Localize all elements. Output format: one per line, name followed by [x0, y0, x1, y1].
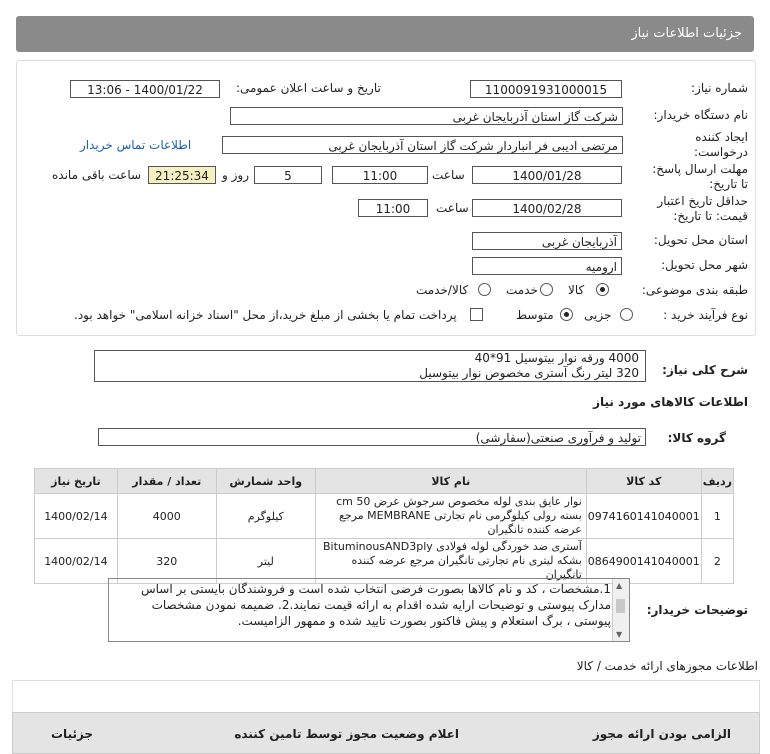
validity-label-2: قیمت: تا تاریخ: — [673, 209, 748, 223]
scroll-thumb[interactable] — [616, 599, 625, 613]
licenses-table-header — [12, 712, 760, 754]
cell-unit: کیلوگرم — [216, 494, 315, 539]
category-goods-radio[interactable] — [596, 283, 609, 296]
cell-date: 1400/02/14 — [35, 494, 118, 539]
summary-label: شرح کلی نیاز: — [662, 363, 748, 377]
contact-buyer-link[interactable]: اطلاعات تماس خریدار — [80, 138, 192, 152]
table-row — [35, 539, 734, 584]
cell-qty: 4000 — [117, 494, 216, 539]
validity-label-1: حداقل تاریخ اعتبار — [657, 194, 748, 208]
creator-label-1: ایجاد کننده — [695, 130, 748, 144]
treasury-payment-note: پرداخت تمام یا بخشی از مبلغ خرید،از محل "اسناد خزانه اسلامی" خواهد بود. — [74, 308, 457, 322]
validity-time-label: ساعت — [436, 201, 469, 215]
summary-line-2: 320 لیتر رنگ آستری مخصوص نوار بیتوسیل — [419, 366, 639, 380]
cell-code: 0864900141040001 — [586, 539, 701, 584]
cell-name: آستری ضد خوردگی لوله فولادی BituminousAND3ply بشکه لیتری نام تجارتی تانگیران مرجع عرضه کننده تانگیران — [315, 539, 586, 584]
category-both-radio[interactable] — [478, 283, 491, 296]
process-label: نوع فرآیند خرید : — [663, 308, 748, 322]
validity-date-field: 1400/02/28 — [472, 199, 622, 217]
category-both-text: کالا/خدمت — [416, 283, 469, 297]
city-label: شهر محل تحویل: — [661, 258, 748, 272]
deadline-label-1: مهلت ارسال پاسخ: — [652, 162, 748, 176]
cell-name: نوار عایق بندی لوله مخصوص سرجوش عرض cm 50 بسته رولی کیلوگرمی نام تجارتی MEMBRANE مرجع عرضه کننده تانگیران — [315, 494, 586, 539]
col-unit: واحد شمارش — [216, 469, 315, 494]
goods-table — [34, 468, 734, 584]
deadline-time-label: ساعت — [432, 168, 465, 182]
col-code: کد کالا — [586, 469, 701, 494]
page-title: جزئیات اطلاعات نیاز — [631, 26, 742, 41]
cell-row: 2 — [701, 539, 733, 584]
goods-section-title: اطلاعات کالاهای مورد نیاز — [593, 395, 748, 409]
process-partial-radio[interactable] — [620, 308, 633, 321]
summary-box — [94, 350, 646, 382]
city-field: ارومیه — [472, 257, 622, 275]
col-row: ردیف — [701, 469, 733, 494]
cell-row: 1 — [701, 494, 733, 539]
validity-time-field: 11:00 — [358, 199, 428, 217]
license-status-col: اعلام وضعیت مجوز توسط تامین کننده — [234, 727, 459, 741]
deadline-date-field: 1400/01/28 — [472, 166, 622, 184]
process-medium-radio[interactable] — [560, 308, 573, 321]
province-label: استان محل تحویل: — [653, 233, 748, 247]
cell-qty: 320 — [117, 539, 216, 584]
need-number-label: شماره نیاز: — [691, 81, 748, 95]
announce-label: تاریخ و ساعت اعلان عمومی: — [236, 81, 381, 95]
cell-code: 0974160141040001 — [586, 494, 701, 539]
page-header — [16, 16, 754, 52]
deadline-time-field: 11:00 — [332, 166, 428, 184]
summary-line-1: 4000 ورقه نوار بیتوسیل 91*40 — [474, 351, 639, 365]
scroll-down-icon[interactable]: ▼ — [616, 630, 623, 639]
col-name: نام کالا — [315, 469, 586, 494]
days-label: روز و — [222, 168, 249, 182]
goods-table-header — [35, 469, 734, 494]
col-qty: تعداد / مقدار — [117, 469, 216, 494]
cell-date: 1400/02/14 — [35, 539, 118, 584]
need-number-field: 1100091931000015 — [470, 80, 622, 98]
buyer-notes-label: توضیحات خریدار: — [646, 603, 748, 617]
deadline-label-2: تا تاریخ: — [709, 177, 748, 191]
days-field: 5 — [254, 166, 322, 184]
announce-field: 1400/01/22 - 13:06 — [70, 80, 220, 98]
goods-group-label: گروه کالا: — [667, 431, 726, 445]
treasury-payment-checkbox[interactable] — [470, 308, 483, 321]
buyer-notes-textarea[interactable]: 1.مشخصات ، کد و نام کالاها بصورت فرضی انتخاب شده است و فروشندگان بایستی بر اساس مدارک پیوستی و توضیحات ارایه شده اقدام به ارائه قیمت نمایند.2. ضمیمه نمودن مشخصات پیوستی ، برگ استعلام و پیش فاکتور بصورت تایید شده و ممهور الزامیست. — [108, 578, 630, 642]
notes-scrollbar[interactable] — [612, 579, 629, 641]
license-details-col: جزئیات — [51, 727, 94, 741]
cell-unit: لیتر — [216, 539, 315, 584]
scroll-up-icon[interactable]: ▲ — [616, 581, 623, 590]
remaining-time-field: 21:25:34 — [148, 166, 216, 184]
province-field: آذربایجان غربی — [472, 232, 622, 250]
remaining-label: ساعت باقی مانده — [52, 168, 142, 182]
process-medium-text: متوسط — [516, 308, 554, 322]
category-service-radio[interactable] — [540, 283, 553, 296]
process-partial-text: جزیی — [584, 308, 612, 322]
buyer-label: نام دستگاه خریدار: — [653, 108, 748, 122]
buyer-field: شرکت گاز استان آذربایجان غربی — [230, 107, 623, 125]
col-date: تاریخ نیاز — [35, 469, 118, 494]
license-required-col: الزامی بودن ارائه مجوز — [592, 727, 731, 741]
category-service-text: خدمت — [506, 283, 538, 297]
licenses-title: اطلاعات مجوزهای ارائه خدمت / کالا — [576, 659, 758, 673]
goods-group-field: تولید و فرآوری صنعتی(سفارشی) — [98, 428, 646, 446]
table-row — [35, 494, 734, 539]
category-goods-text: کالا — [568, 283, 585, 297]
category-label: طبقه بندی موضوعی: — [641, 283, 748, 297]
creator-label-2: درخواست: — [694, 145, 748, 159]
creator-field: مرتضی ادیبی فر انباردار شرکت گاز استان آذربایجان غربی — [222, 136, 623, 154]
